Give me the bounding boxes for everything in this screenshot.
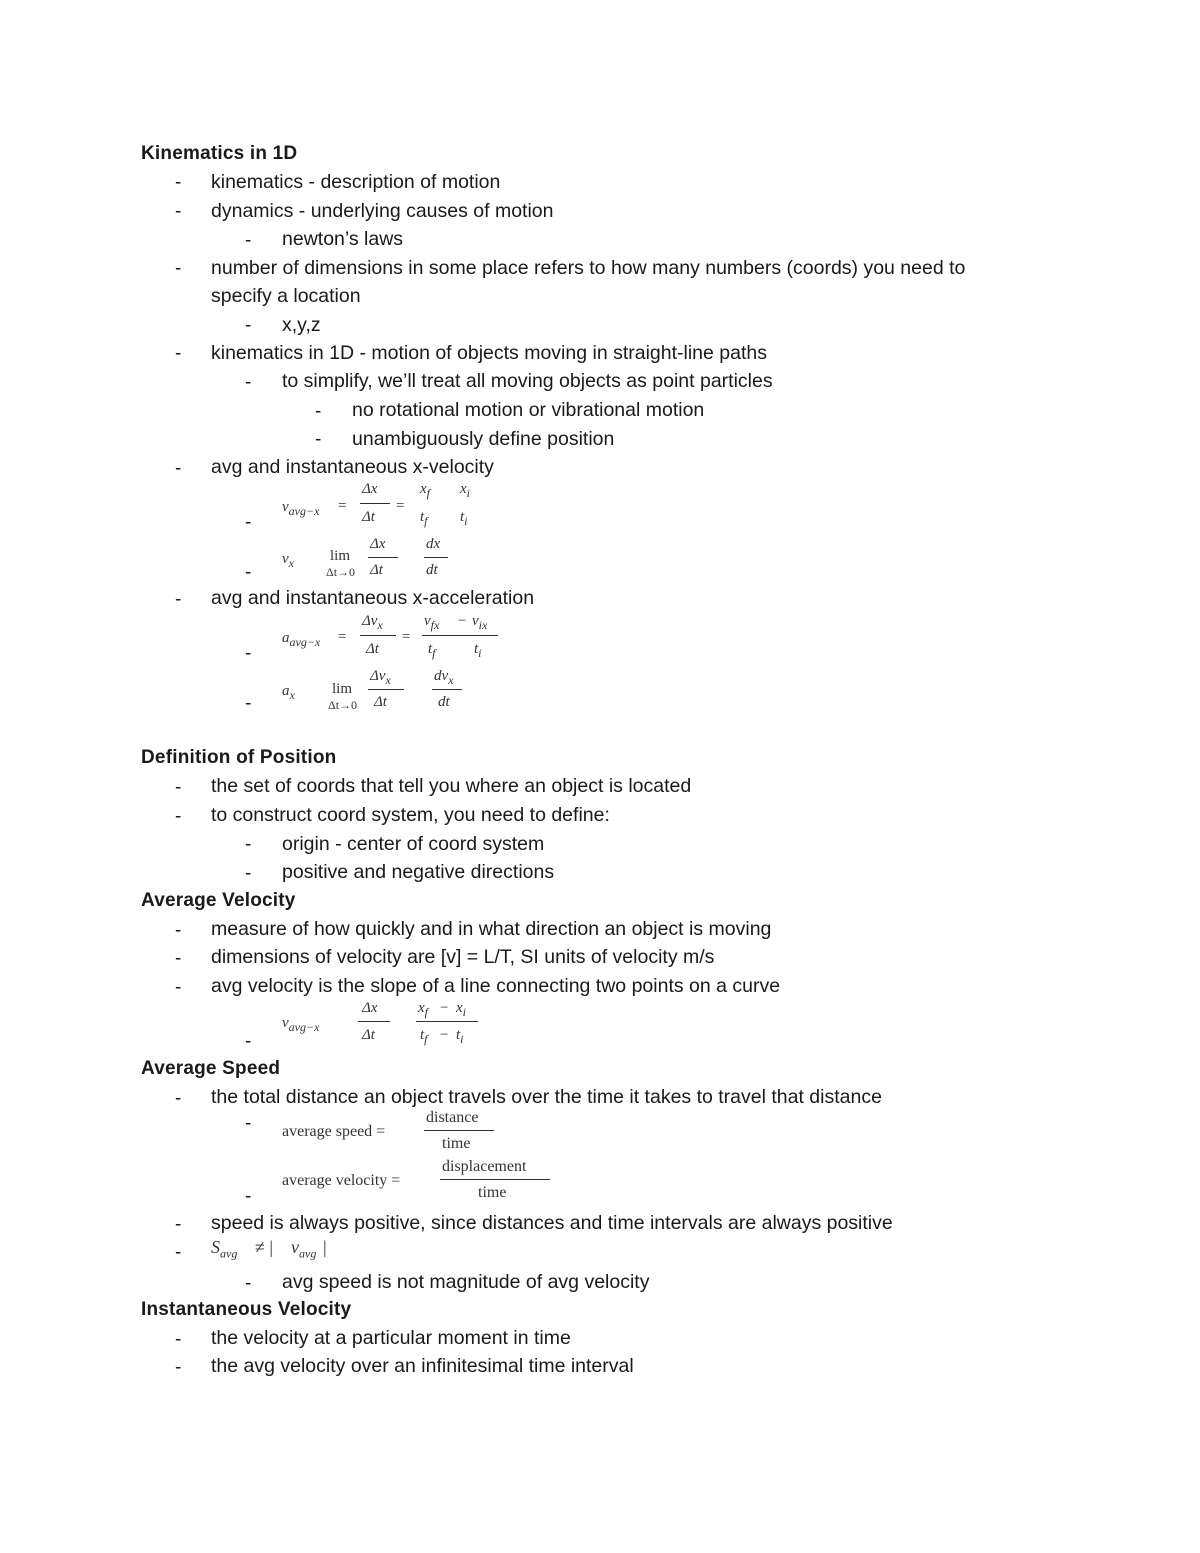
eq-num: Δx	[362, 481, 378, 497]
equation-avg-velocity	[282, 480, 482, 530]
eq-sub: x	[385, 673, 391, 687]
eq-sub: x	[377, 618, 383, 632]
equation-average-speed	[282, 1109, 502, 1157]
fraction-bar	[358, 1021, 390, 1022]
eq-sub: fx	[430, 618, 440, 632]
eq-minus: −	[440, 1000, 449, 1016]
bullet-dash: -	[245, 693, 252, 714]
bullet-dash: -	[315, 429, 322, 450]
eq-lhs: v	[282, 499, 289, 515]
eq-num: x	[420, 481, 427, 497]
bullet-dash: -	[175, 1242, 182, 1263]
eq-num: displacement	[442, 1158, 527, 1175]
fraction-bar	[424, 557, 448, 558]
list-item: newton’s laws	[282, 228, 404, 250]
fraction-bar	[416, 1021, 478, 1022]
eq-den: Δt	[370, 562, 383, 578]
list-item: positive and negative directions	[282, 861, 555, 883]
eq-num: Δx	[362, 1000, 378, 1016]
bullet-dash: -	[245, 1273, 252, 1294]
equation-instantaneous-velocity	[282, 533, 482, 583]
eq-sub: avg	[220, 1246, 238, 1261]
list-item: measure of how quickly and in what direction an object is moving	[211, 918, 772, 940]
eq-den: t	[456, 1027, 461, 1043]
eq-num: Δv	[362, 613, 378, 629]
eq-lim: lim	[332, 681, 353, 697]
eq-lhs-sub: avg−x	[289, 635, 321, 649]
fraction-bar	[368, 557, 398, 558]
eq-sub: i	[478, 646, 482, 660]
bullet-dash: -	[245, 315, 252, 336]
eq-sub: i	[460, 1032, 464, 1046]
bullet-dash: -	[245, 1113, 252, 1134]
eq-sub: i	[466, 486, 471, 500]
section-heading-avg-velocity: Average Velocity	[141, 890, 296, 911]
eq-den: dt	[438, 694, 450, 710]
list-item: the total distance an object travels over the time it takes to travel that distance	[211, 1086, 882, 1108]
eq-den: Δt	[374, 694, 387, 710]
eq-sub: i	[462, 1005, 467, 1019]
bullet-dash: -	[245, 643, 252, 664]
list-item: the velocity at a particular moment in time	[211, 1327, 571, 1349]
eq-lhs: average velocity =	[282, 1172, 401, 1189]
eq-den: Δt	[362, 509, 375, 525]
bullet-dash: -	[245, 372, 252, 393]
eq-num: dx	[426, 536, 441, 552]
eq-sub: f	[432, 646, 436, 660]
list-item: no rotational motion or vibrational motion	[352, 399, 705, 421]
eq-lhs: v	[282, 1015, 289, 1031]
bullet-dash: -	[175, 1329, 182, 1350]
list-item: speed is always positive, since distances and time intervals are always positive	[211, 1212, 893, 1234]
fraction-bar	[424, 1130, 494, 1131]
eq-lim: lim	[330, 548, 351, 564]
bullet-dash: -	[175, 948, 182, 969]
bullet-dash: -	[175, 258, 182, 279]
list-item-continuation: specify a location	[211, 285, 361, 307]
fraction-bar	[360, 503, 390, 504]
bullet-dash: -	[245, 562, 252, 583]
bullet-dash: -	[175, 201, 182, 222]
list-item: dimensions of velocity are [v] = L/T, SI units of velocity m/s	[211, 946, 715, 968]
eq-den: dt	[426, 562, 438, 578]
list-item: to simplify, we’ll treat all moving objects as point particles	[282, 370, 773, 392]
eq-equals: =	[338, 498, 347, 514]
eq-lhs-sub: avg−x	[288, 504, 320, 518]
section-heading-position: Definition of Position	[141, 747, 337, 768]
list-item: avg and instantaneous x-velocity	[211, 456, 494, 478]
eq-lhs: S	[211, 1237, 220, 1257]
eq-num: dv	[434, 668, 449, 684]
eq-sub: f	[424, 1005, 429, 1019]
eq-sub: avg	[299, 1246, 317, 1261]
section-heading-kinematics: Kinematics in 1D	[141, 143, 298, 164]
eq-rhs: v	[291, 1237, 299, 1257]
eq-sub: f	[424, 514, 428, 528]
eq-lhs: average speed =	[282, 1123, 386, 1140]
list-item: origin - center of coord system	[282, 833, 545, 855]
eq-num: x	[460, 481, 467, 497]
fraction-bar	[440, 1179, 550, 1180]
list-item: number of dimensions in some place refers to how many numbers (coords) you need to	[211, 257, 966, 279]
eq-close: |	[323, 1237, 327, 1257]
equation-average-velocity-words	[282, 1158, 562, 1206]
eq-lhs: v	[282, 551, 289, 567]
eq-sub: f	[426, 486, 431, 500]
eq-num: x	[456, 1000, 463, 1016]
bullet-dash: -	[175, 977, 182, 998]
eq-lhs-sub: x	[288, 556, 294, 570]
eq-minus: −	[440, 1027, 449, 1043]
list-item: the set of coords that tell you where an object is located	[211, 775, 692, 797]
list-item: unambiguously define position	[352, 428, 615, 450]
bullet-dash: -	[245, 1031, 252, 1052]
bullet-dash: -	[175, 806, 182, 827]
eq-num: v	[472, 613, 479, 629]
eq-den: t	[420, 1027, 425, 1043]
fraction-bar	[368, 689, 404, 690]
bullet-dash: -	[175, 1214, 182, 1235]
bullet-dash: -	[175, 343, 182, 364]
eq-lim-sub: Δt→0	[328, 698, 358, 712]
eq-equals: =	[396, 498, 405, 514]
bullet-dash: -	[175, 458, 182, 479]
eq-sub: ix	[478, 618, 488, 632]
bullet-dash: -	[245, 1186, 252, 1207]
eq-lhs-sub: avg−x	[288, 1020, 320, 1034]
fraction-bar	[432, 689, 462, 690]
eq-minus: −	[458, 613, 467, 629]
eq-num: x	[418, 1000, 425, 1016]
list-item: avg speed is not magnitude of avg velocity	[282, 1271, 650, 1293]
bullet-dash: -	[315, 401, 322, 422]
fraction-bar	[360, 635, 396, 636]
bullet-dash: -	[175, 589, 182, 610]
eq-sub: x	[448, 673, 454, 687]
eq-den: Δt	[362, 1027, 375, 1043]
list-item: avg velocity is the slope of a line connecting two points on a curve	[211, 975, 781, 997]
eq-den: t	[460, 509, 465, 525]
bullet-dash: -	[245, 512, 252, 533]
eq-den: time	[478, 1184, 507, 1201]
section-heading-inst-velocity: Instantaneous Velocity	[141, 1299, 352, 1320]
eq-sub: i	[464, 514, 468, 528]
list-item: to construct coord system, you need to define:	[211, 804, 610, 826]
bullet-dash: -	[175, 1088, 182, 1109]
eq-equals: =	[338, 629, 347, 645]
equation-instantaneous-acceleration	[282, 665, 482, 715]
fraction-bar	[422, 635, 498, 636]
eq-num: v	[424, 613, 431, 629]
list-item: kinematics in 1D - motion of objects moving in straight-line paths	[211, 342, 767, 364]
equation-avg-acceleration	[282, 612, 512, 662]
eq-lim-sub: Δt→0	[326, 565, 356, 579]
list-item: kinematics - description of motion	[211, 171, 501, 193]
eq-sub: f	[424, 1032, 428, 1046]
eq-equals: =	[402, 629, 411, 645]
bullet-dash: -	[175, 172, 182, 193]
eq-den: t	[474, 641, 479, 657]
eq-den: t	[420, 509, 425, 525]
eq-num: distance	[426, 1109, 479, 1126]
eq-lhs-sub: x	[289, 688, 295, 702]
eq-num: Δv	[370, 668, 386, 684]
bullet-dash: -	[175, 1357, 182, 1378]
list-item: dynamics - underlying causes of motion	[211, 200, 554, 222]
bullet-dash: -	[245, 230, 252, 251]
list-item: the avg velocity over an infinitesimal time interval	[211, 1355, 634, 1377]
bullet-dash: -	[175, 777, 182, 798]
bullet-dash: -	[175, 920, 182, 941]
list-item: x,y,z	[282, 314, 321, 336]
eq-den: t	[428, 641, 433, 657]
eq-lhs: a	[282, 683, 290, 699]
equation-avg-velocity-2	[282, 998, 492, 1048]
eq-neq: ≠ |	[255, 1237, 273, 1257]
bullet-dash: -	[245, 834, 252, 855]
eq-lhs: a	[282, 630, 290, 646]
eq-num: Δx	[370, 536, 386, 552]
eq-den: time	[442, 1135, 471, 1152]
equation-speed-not-velocity	[211, 1236, 331, 1260]
eq-den: Δt	[366, 641, 379, 657]
bullet-dash: -	[245, 863, 252, 884]
list-item: avg and instantaneous x-acceleration	[211, 587, 535, 609]
section-heading-avg-speed: Average Speed	[141, 1058, 281, 1079]
